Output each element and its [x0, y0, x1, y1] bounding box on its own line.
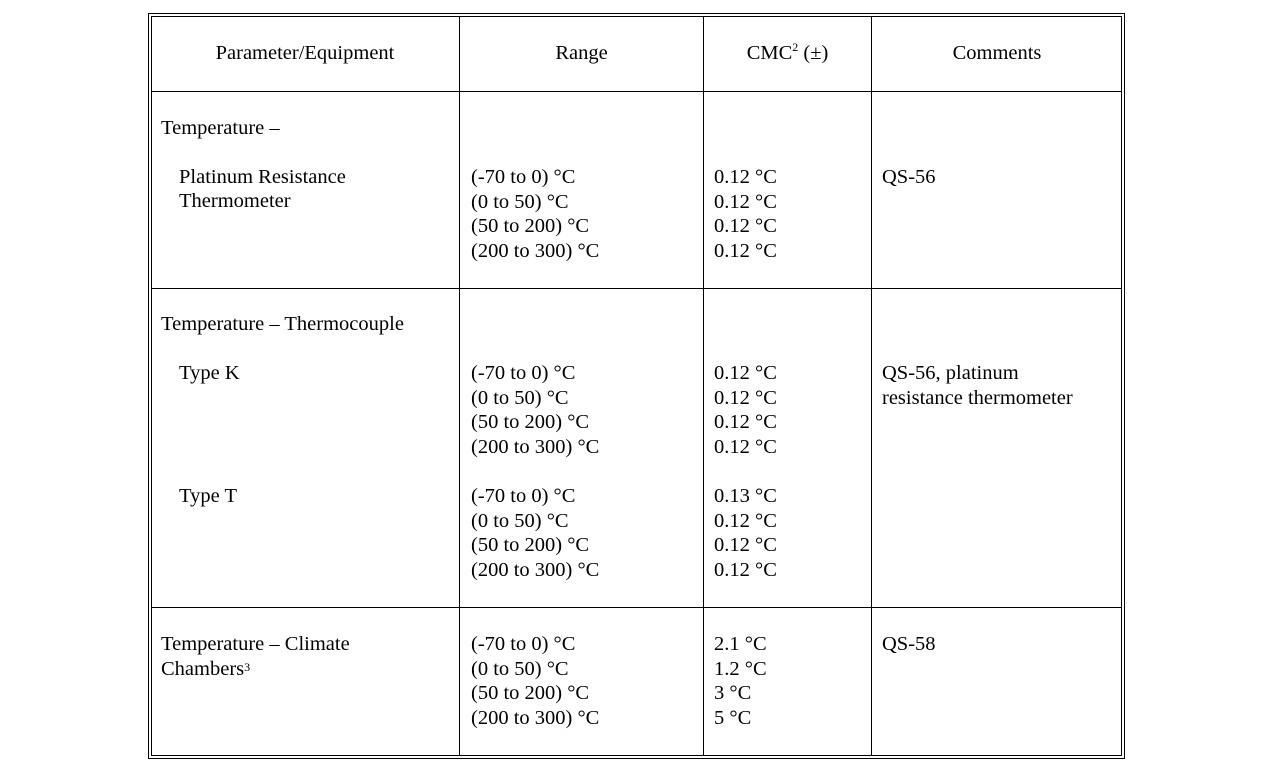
header-comments-label: Comments [952, 42, 1042, 64]
range-cell: (-70 to 0) °C [471, 362, 576, 384]
cmc-uncertainty-symbol: (±) [798, 42, 829, 64]
range-cell: (200 to 300) °C [471, 435, 600, 458]
cmc-cell: 5 °C [714, 706, 752, 729]
cmc-cell: 0.12 °C [714, 362, 777, 384]
header-comments [872, 16, 1122, 91]
cmc-cell: 0.12 °C [714, 558, 777, 581]
cmc-cell: 1.2 °C [714, 657, 767, 680]
comment-cell: QS-58 [882, 633, 936, 655]
cmc-text: CMC [746, 42, 793, 64]
cmc-cell: 0.12 °C [714, 239, 777, 262]
comment-cell: QS-56, platinum [882, 362, 1019, 384]
range-cell: (50 to 200) °C [471, 411, 590, 433]
range-cell: (0 to 50) °C [471, 386, 569, 409]
range-list [471, 484, 599, 582]
range-list [471, 361, 599, 459]
cmc-footnote-mark: 2 [792, 40, 799, 54]
range-cell: (0 to 50) °C [471, 657, 569, 680]
row-title: Temperature – Thermocouple [161, 313, 404, 335]
cmc-cell: 3 °C [714, 682, 752, 704]
column-divider [459, 16, 460, 756]
cmc-cell: 0.12 °C [714, 435, 777, 458]
cmc-cell: 0.12 °C [714, 509, 777, 532]
range-cell: (-70 to 0) °C [471, 485, 576, 507]
cmc-list [714, 361, 777, 459]
header-cmc [704, 16, 871, 91]
range-cell: (200 to 300) °C [471, 706, 600, 729]
column-divider [871, 16, 872, 756]
row-title [161, 657, 250, 682]
equipment-label: Thermometer [179, 190, 291, 212]
cmc-cell: 0.12 °C [714, 166, 777, 188]
range-cell: (50 to 200) °C [471, 682, 590, 704]
header-range [460, 16, 703, 91]
cmc-list [714, 484, 777, 582]
range-list [471, 165, 599, 263]
row-divider [151, 288, 1122, 289]
comment-cell: QS-56 [882, 166, 936, 188]
cmc-list [714, 165, 777, 263]
cmc-cell: 0.12 °C [714, 190, 777, 213]
range-cell: (0 to 50) °C [471, 509, 569, 532]
footnote-mark: 3 [244, 659, 251, 674]
header-range-label: Range [555, 42, 608, 64]
cmc-cell: 0.12 °C [714, 386, 777, 409]
cmc-cell: 0.12 °C [714, 411, 777, 433]
header-parameter-equipment [151, 16, 459, 91]
cmc-cell: 0.12 °C [714, 534, 777, 556]
range-cell: (0 to 50) °C [471, 190, 569, 213]
equipment-label: Type K [179, 362, 240, 384]
range-cell: (-70 to 0) °C [471, 166, 576, 188]
range-list [471, 632, 599, 730]
range-cell: (200 to 300) °C [471, 558, 600, 581]
row-title-text: Chambers [161, 657, 245, 680]
cmc-list [714, 632, 767, 730]
column-divider [703, 16, 704, 756]
range-cell: (50 to 200) °C [471, 534, 590, 556]
cmc-cell: 2.1 °C [714, 633, 767, 655]
row-divider [151, 607, 1122, 608]
equipment-label: Type T [179, 485, 237, 507]
range-cell: (-70 to 0) °C [471, 633, 576, 655]
row-title: Temperature – Climate [161, 633, 350, 655]
equipment-label: Platinum Resistance [179, 166, 346, 188]
cmc-cell: 0.13 °C [714, 485, 777, 507]
range-cell: (50 to 200) °C [471, 215, 590, 237]
comment-cell: resistance thermometer [882, 386, 1073, 409]
row-divider [151, 91, 1122, 92]
header-parameter-label: Parameter/Equipment [215, 42, 395, 64]
cmc-cell: 0.12 °C [714, 215, 777, 237]
header-cmc-label [747, 42, 829, 65]
range-cell: (200 to 300) °C [471, 239, 600, 262]
row-title: Temperature – [161, 117, 280, 139]
